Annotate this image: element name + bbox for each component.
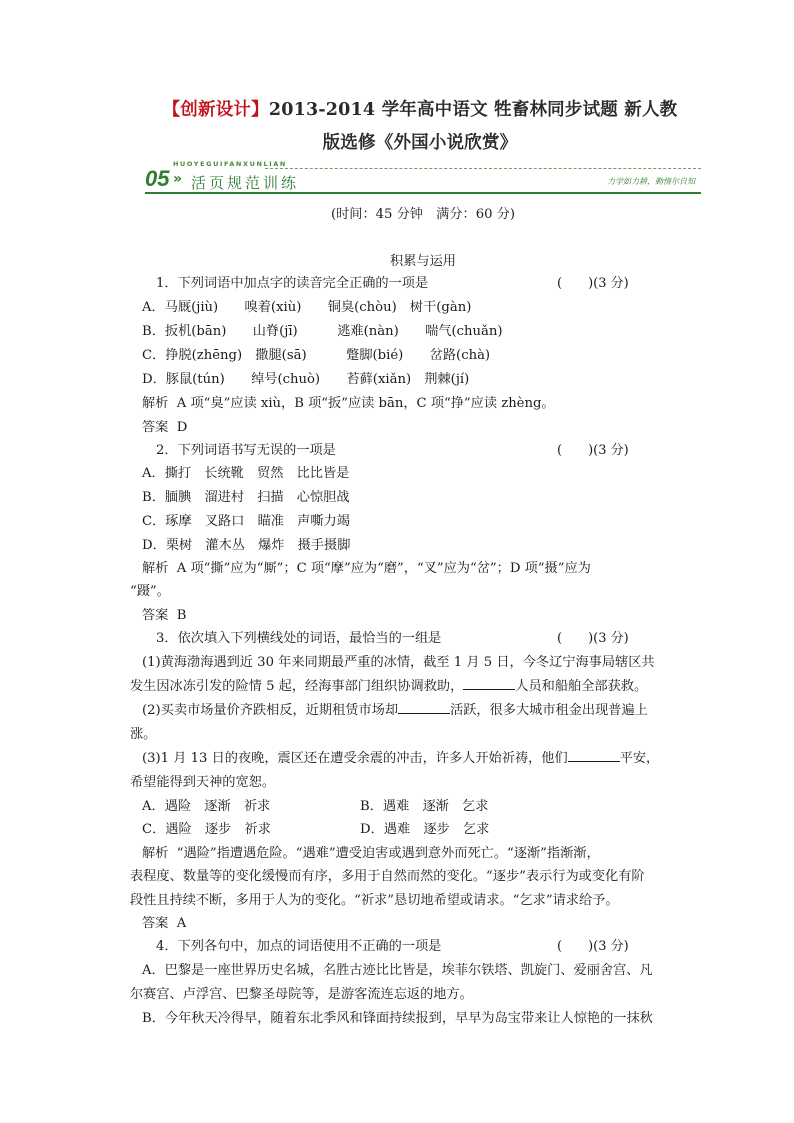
- q3-passage-2-line-1: [142, 701, 648, 721]
- analysis-label: 解析: [142, 396, 169, 411]
- q2-score: ( )(3 分): [557, 443, 629, 458]
- q4-option-a-line-1: A．巴黎是一座世界历史名城，名胜古迹比比皆是，埃菲尔铁塔、凯旋门、爱丽舍宫、凡: [142, 963, 653, 978]
- q3-analysis-text-2: 表程度、数量等的变化缓慢而有序，多用于自然而然的变化。“逐步”表示行为或变化有阶: [130, 869, 645, 884]
- banner-motto: 力学如力耕，勤惰尔自知: [607, 177, 695, 186]
- q3-passage-3-line-2: 希望能得到天神的宽恕。: [130, 775, 276, 790]
- q3-passage-2-part-b: 活跃，很多大城市租金出现普遍上: [450, 703, 648, 718]
- analysis-label: 解析: [142, 846, 169, 861]
- q3-option-c: C．遇险 逐步 祈求: [142, 822, 271, 837]
- banner-dashed-divider: [265, 168, 701, 169]
- q1-option-b: B．扳机(bān) 山脊(jī) 逃难(nàn) 喘气(chuǎn): [142, 324, 503, 339]
- q3-score: ( )(3 分): [557, 631, 629, 646]
- section-title: 积累与运用: [390, 254, 456, 269]
- q2-option-d: D．栗树 灌木丛 爆炸 摄手摄脚: [142, 538, 351, 553]
- q3-option-d: D．遇难 逐步 乞求: [360, 822, 490, 837]
- q3-stem: 3．依次填入下列横线处的词语，最恰当的一组是: [156, 631, 442, 646]
- q3-passage-2-part-a: (2)买卖市场量价齐跌相反，近期租赁市场却: [142, 703, 399, 718]
- q4-option-b-line-1: B．今年秋天冷得早，随着东北季风和锋面持续报到，早早为岛宝带来让人惊艳的一抹秋: [142, 1011, 653, 1026]
- q2-option-c: C．琢摩 叉路口 瞄准 声嘶力竭: [142, 514, 350, 529]
- banner-label: 活页规范训练: [191, 174, 300, 192]
- q3-analysis: [142, 844, 600, 864]
- q3-answer-value: A: [176, 916, 187, 931]
- fill-blank: [463, 677, 515, 690]
- q4-option-a-line-2: 尔赛宫、卢浮宫、巴黎圣母院等，是游客流连忘返的地方。: [130, 987, 473, 1002]
- title-bracket: 【创新设计】: [162, 100, 269, 120]
- q3-option-a: A．遇险 逐渐 祈求: [142, 799, 271, 814]
- q1-analysis-text: A 项“臭”应读 xiù，B 项“扳”应读 bān，C 项“挣”应读 zhèng。: [176, 396, 555, 411]
- q2-analysis-text-2: “蹑”。: [130, 584, 170, 599]
- q3-passage-2-line-2: 涨。: [130, 727, 157, 742]
- q1-score: ( )(3 分): [557, 276, 629, 291]
- q2-answer: [142, 606, 186, 626]
- q4-stem: 4．下列各句中，加点的词语使用不正确的一项是: [156, 939, 442, 954]
- q3-passage-3-line-1: [142, 749, 659, 769]
- fill-blank: [568, 749, 620, 762]
- q3-passage-3-part-b: 平安，: [619, 751, 660, 766]
- q3-passage-1-line-2: [130, 677, 647, 697]
- section-banner: [145, 160, 701, 196]
- q1-answer-value: D: [176, 420, 188, 435]
- q3-passage-1-line-1: (1)黄海渤海遇到近 30 年来同期最严重的冰情，截至 1 月 5 日，今冬辽宁海事局辖区共: [142, 655, 655, 670]
- q2-option-a: A．撕打 长统靴 贸然 比比皆是: [142, 466, 350, 481]
- time-info: (时间：45 分钟 满分：60 分): [330, 207, 516, 222]
- q2-stem: 2．下列词语书写无误的一项是: [156, 443, 336, 458]
- q3-passage-1-part-a: 发生因冰冻引发的险情 5 起，经海事部门组织协调救助，: [130, 679, 464, 694]
- q1-analysis: [142, 394, 555, 414]
- title-line1: 2013-2014 学年高中语文 牲畜林同步试题 新人教: [268, 100, 678, 120]
- q3-passage-1-part-b: 人员和船舶全部获救。: [515, 679, 648, 694]
- chevron-right-icon: »: [173, 171, 183, 187]
- q1-stem: 1．下列词语中加点字的读音完全正确的一项是: [156, 276, 429, 291]
- q1-answer: [142, 418, 187, 438]
- banner-divider: [145, 192, 701, 194]
- fill-blank: [398, 701, 450, 714]
- q3-analysis-text-3: 段性且持续不断，多用于人为的变化。“祈求”恳切地希望或请求。“乞求”请求给予。: [130, 893, 619, 908]
- banner-number: 05: [145, 166, 170, 191]
- answer-label: 答案: [142, 420, 169, 435]
- q3-answer: [142, 914, 186, 934]
- q3-passage-3-part-a: (3)1 月 13 日的夜晚，震区还在遭受余震的冲击，许多人开始祈祷，他们: [142, 751, 568, 766]
- q2-answer-value: B: [176, 608, 187, 623]
- banner-pinyin: HUOYEGUIFANXUNLIAN: [173, 160, 287, 168]
- q1-option-d: D．豚鼠(tún) 绰号(chuò) 苔藓(xiǎn) 荆棘(jí): [142, 372, 470, 387]
- analysis-label: 解析: [142, 561, 169, 576]
- answer-label: 答案: [142, 916, 169, 931]
- q3-analysis-text-1: “遇险”指遭遇危险。“遇难”遭受迫害或遇到意外而死亡。“逐渐”指渐渐，: [176, 846, 600, 861]
- page-title: [150, 94, 690, 160]
- title-line2: 版选修《外国小说欣赏》: [322, 133, 518, 153]
- q2-analysis-text-1: A 项“撕”应为“厮”；C 项“摩”应为“磨”，“叉”应为“岔”；D 项“摄”应为: [176, 561, 591, 576]
- answer-label: 答案: [142, 608, 169, 623]
- q2-option-b: B．腼腆 溜进村 扫描 心惊胆战: [142, 490, 350, 505]
- q1-option-c: C．挣脱(zhēng) 撒腿(sā) 蹩脚(bié) 岔路(chà): [142, 348, 491, 363]
- q2-analysis: [142, 559, 591, 579]
- q4-score: ( )(3 分): [557, 939, 629, 954]
- q3-option-b: B．遇难 逐渐 乞求: [360, 799, 489, 814]
- q1-option-a: A．马厩(jiù) 嗅着(xiù) 铜臭(chòu) 树干(gàn): [142, 300, 472, 315]
